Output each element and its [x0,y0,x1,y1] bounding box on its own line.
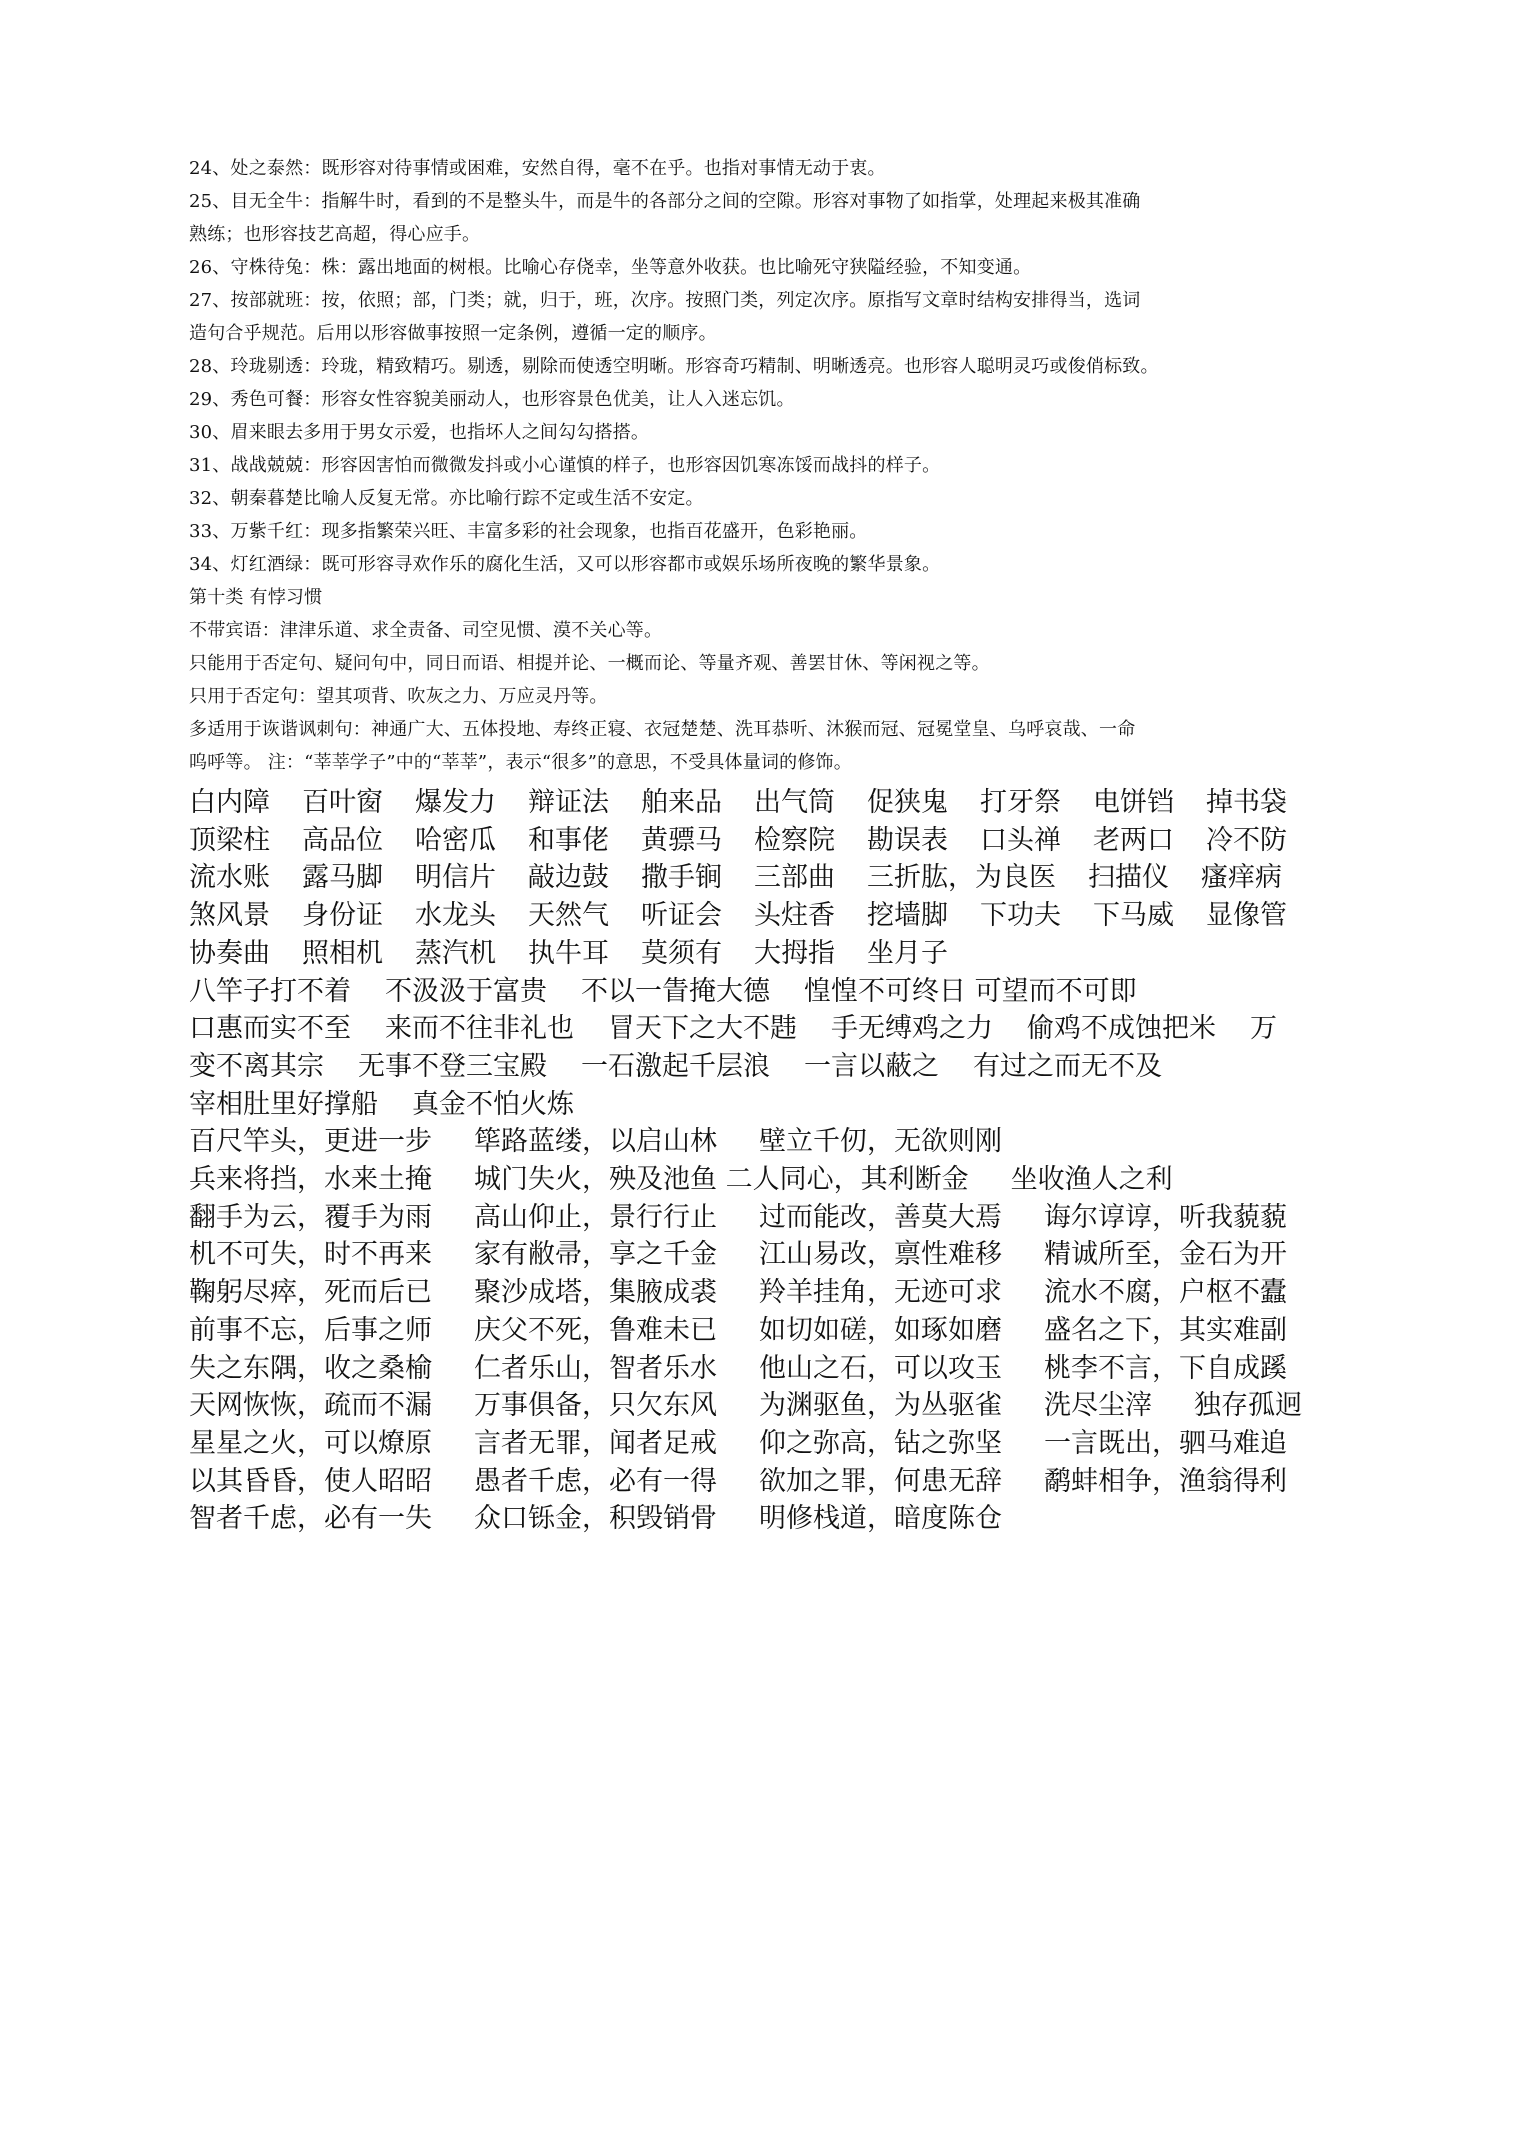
term-item: 欲加之罪，何患无辞 [759,1465,1002,1497]
term-item: 水龙头 [415,900,496,932]
term-item: 兵来将挡，水来土掩 [189,1164,432,1196]
term-item: 舶来品 [641,787,722,818]
term-item: 莫须有 [641,937,722,969]
idioms-row [189,1350,1349,1388]
note-line: 34、灯红酒绿：既可形容寻欢作乐的腐化生活，又可以形容都市或娱乐场所夜晚的繁华景象。 [189,554,941,575]
term-item: 言者无罪，闻者足戒 [474,1427,717,1459]
term-item: 愚者千虑，必有一得 [474,1465,717,1497]
note-line: 33、万紫千红：现多指繁荣兴旺、丰富多彩的社会现象，也指百花盛开，色彩艳丽。 [189,521,868,542]
term-item: 检察院 [754,824,835,856]
term-item: 仰之弥高，钻之弥坚 [759,1427,1002,1459]
prov-row [189,1048,1349,1086]
term-item: 智者千虑，必有一失 [189,1503,432,1535]
note-line: 29、秀色可餐：形容女性容貌美丽动人，也形容景色优美，让人入迷忘饥。 [189,389,795,410]
term-item: 壁立千仞，无欲则刚 [759,1126,1002,1158]
term-item: 老两口 [1093,824,1174,856]
idiom-notes [189,152,1349,779]
note-line: 只用于否定句：望其项背、吹灰之力、万应灵丹等。 [189,686,608,707]
words-row [189,897,1349,935]
term-item: 真金不怕火炼 [412,1088,574,1120]
term-item: 不汲汲于富贵 [385,975,547,1007]
term-item: 众口铄金，积毁销骨 [474,1503,717,1535]
note-line: 多适用于诙谐讽刺句：神通广大、五体投地、寿终正寝、衣冠楚楚、洗耳恭听、沐猴而冠、冠冕堂皇、乌呼哀哉、一命 [189,719,1136,740]
term-item: 勘误表 [867,824,948,856]
term-item: 鹬蚌相争，渔翁得利 [1044,1465,1287,1497]
term-item: 掉书袋 [1206,787,1287,818]
term-item: 白内障 [189,787,270,818]
term-item: 过而能改，善莫大焉 [759,1201,1002,1233]
term-item: 冒天下之大不韪 [608,1013,797,1045]
term-item: 三折肱，为良医 [867,862,1056,894]
term-item: 前事不忘，后事之师 [189,1314,432,1346]
term-item: 下功夫 [980,900,1061,932]
term-item: 家有敝帚，享之千金 [474,1239,717,1271]
term-item: 一石激起千层浪 [581,1050,770,1082]
idioms-row [189,1425,1349,1463]
idioms-row [189,1463,1349,1501]
term-item: 如切如磋，如琢如磨 [759,1314,1002,1346]
term-item: 蒸汽机 [415,937,496,969]
term-item: 下马威 [1093,900,1174,932]
note-line: 26、守株待兔：株：露出地面的树根。比喻心存侥幸，坐等意外收获。也比喻死守狭隘经验，不知变通。 [189,257,1032,278]
term-item: 天网恢恢，疏而不漏 [189,1390,432,1422]
term-item: 桃李不言，下自成蹊 [1044,1352,1287,1384]
document-page [189,152,1349,1538]
term-item: 黄骠马 [641,824,722,856]
term-item: 执牛耳 [528,937,609,969]
note-line: 不带宾语：津津乐道、求全责备、司空见惯、漠不关心等。 [189,620,663,641]
term-item: 头炷香 [754,900,835,932]
note-line: 31、战战兢兢：形容因害怕而微微发抖或小心谨慎的样子，也形容因饥寒冻馁而战抖的样子。 [189,455,941,476]
prov-row [189,1010,1349,1048]
words-row [189,935,1349,973]
term-item: 挖墙脚 [867,900,948,932]
term-item: 口头禅 [980,824,1061,856]
note-line: 24、处之泰然：既形容对待事情或困难，安然自得，毫不在乎。也指对事情无动于衷。 [189,158,886,179]
term-item: 露马脚 [302,862,383,894]
word-lists [189,784,1349,1538]
term-item: 偷鸡不成蚀把米 [1027,1013,1216,1045]
term-item: 听证会 [641,900,722,932]
term-item: 爆发力 [415,787,496,818]
term-item: 三部曲 [754,862,835,894]
term-item: 明修栈道，暗度陈仓 [759,1503,1002,1535]
note-line: 25、目无全牛：指解牛时，看到的不是整头牛，而是牛的各部分之间的空隙。形容对事物了如指掌，处理起来极其准确 [189,191,1141,212]
term-item: 明信片 [415,862,496,894]
term-item: 宰相肚里好撑船 [189,1088,378,1120]
term-item: 羚羊挂角，无迹可求 [759,1277,1002,1309]
term-item: 以其昏昏，使人昭昭 [189,1465,432,1497]
term-item: 撒手锏 [641,862,722,894]
term-item: 身份证 [302,900,383,932]
note-line: 呜呼等。 注：“莘莘学子”中的“莘莘”，表示“很多”的意思，不受具体量词的修饰。 [189,752,852,773]
term-item: 和事佬 [528,824,609,856]
term-item: 显像管 [1206,900,1287,932]
idioms-row [189,1387,1349,1425]
term-item: 洗尽尘滓 [1044,1390,1152,1422]
term-item: 无事不登三宝殿 [358,1050,547,1082]
term-item: 星星之火，可以燎原 [189,1427,432,1459]
term-item: 有过之而无不及 [973,1050,1162,1082]
idioms-row [189,1123,1349,1161]
idioms-row [189,1500,1349,1538]
term-item: 百叶窗 [302,787,383,818]
note-line: 28、玲珑剔透：玲珑，精致精巧。剔透，剔除而使透空明晰。形容奇巧精制、明晰透亮。也形容人聪明灵巧或俊俏标致。 [189,356,1159,377]
words-row [189,822,1349,860]
term-item: 电饼铛 [1093,787,1174,818]
term-item: 扫描仪 [1088,862,1169,894]
term-item: 一言既出，驷马难追 [1044,1427,1287,1459]
term-item: 江山易改，禀性难移 [759,1239,1002,1271]
term-item: 天然气 [528,900,609,932]
term-item: 庆父不死，鲁难未已 [474,1314,717,1346]
term-item: 促狭鬼 [867,787,948,818]
words-row [189,784,1349,822]
term-item: 机不可失，时不再来 [189,1239,432,1271]
term-item: 翻手为云，覆手为雨 [189,1201,432,1233]
term-item: 聚沙成塔，集腋成裘 [474,1277,717,1309]
term-item: 失之东隅，收之桑榆 [189,1352,432,1384]
term-item: 坐收渔人之利 [1010,1164,1173,1196]
term-item: 百尺竿头，更进一步 [189,1126,432,1158]
term-item: 盛名之下，其实难副 [1044,1314,1287,1346]
term-item: 他山之石，可以攻玉 [759,1352,1002,1384]
term-item: 协奏曲 [189,937,270,969]
term-item: 来而不往非礼也 [385,1013,574,1045]
term-item: 城门失火，殃及池鱼 二人同心，其利断金 [474,1164,969,1196]
term-item: 哈密瓜 [415,824,496,856]
term-item: 流水账 [189,862,270,894]
term-item: 手无缚鸡之力 [831,1013,993,1045]
term-item: 为渊驱鱼，为丛驱雀 [759,1390,1002,1422]
note-line: 造句合乎规范。后用以形容做事按照一定条例，遵循一定的顺序。 [189,323,717,344]
term-item: 八竿子打不着 [189,975,351,1007]
prov-row [189,1086,1349,1124]
idioms-row [189,1274,1349,1312]
term-item: 万事俱备，只欠东风 [474,1390,717,1422]
term-item: 诲尔谆谆，听我藐藐 [1044,1201,1287,1233]
note-line: 32、朝秦暮楚比喻人反复无常。亦比喻行踪不定或生活不安定。 [189,488,704,509]
term-item: 冷不防 [1206,824,1287,856]
term-item: 大拇指 [754,937,835,969]
prov-row [189,973,1349,1011]
term-item: 敲边鼓 [528,862,609,894]
note-line: 27、按部就班：按，依照；部，门类；就，归于，班，次序。按照门类，列定次序。原指写文章时结构安排得当，选词 [189,290,1141,311]
term-item: 独存孤迥 [1194,1390,1302,1422]
term-item: 变不离其宗 [189,1050,324,1082]
note-line: 30、眉来眼去多用于男女示爱，也指坏人之间勾勾搭搭。 [189,422,650,443]
term-item: 流水不腐，户枢不蠹 [1044,1277,1287,1309]
term-item: 顶梁柱 [189,824,270,856]
idioms-row [189,1236,1349,1274]
note-line: 只能用于否定句、疑问句中，同日而语、相提并论、一概而论、等量齐观、善罢甘休、等闲视之等。 [189,653,990,674]
idioms-row [189,1199,1349,1237]
term-item: 万 [1250,1013,1277,1045]
term-item: 高品位 [302,824,383,856]
term-item: 煞风景 [189,900,270,932]
idioms-row [189,1312,1349,1350]
term-item: 高山仰止，景行行止 [474,1201,717,1233]
term-item: 仁者乐山，智者乐水 [474,1352,717,1384]
term-item: 辩证法 [528,787,609,818]
term-item: 一言以蔽之 [804,1050,939,1082]
term-item: 打牙祭 [980,787,1061,818]
term-item: 出气筒 [754,787,835,818]
term-item: 惶惶不可终日 可望而不可即 [804,975,1137,1007]
words-row [189,859,1349,897]
term-item: 鞠躬尽瘁，死而后已 [189,1277,432,1309]
term-item: 瘙痒病 [1201,862,1282,894]
term-item: 不以一眚掩大德 [581,975,770,1007]
term-item: 口惠而实不至 [189,1013,351,1045]
term-item: 筚路蓝缕，以启山林 [474,1126,717,1158]
term-item: 精诚所至，金石为开 [1044,1239,1287,1271]
idioms-row [189,1161,1349,1199]
note-line: 熟练；也形容技艺高超，得心应手。 [189,224,481,245]
term-item: 照相机 [302,937,383,969]
section-heading: 第十类 有悖习惯 [189,587,323,608]
term-item: 坐月子 [867,937,948,969]
